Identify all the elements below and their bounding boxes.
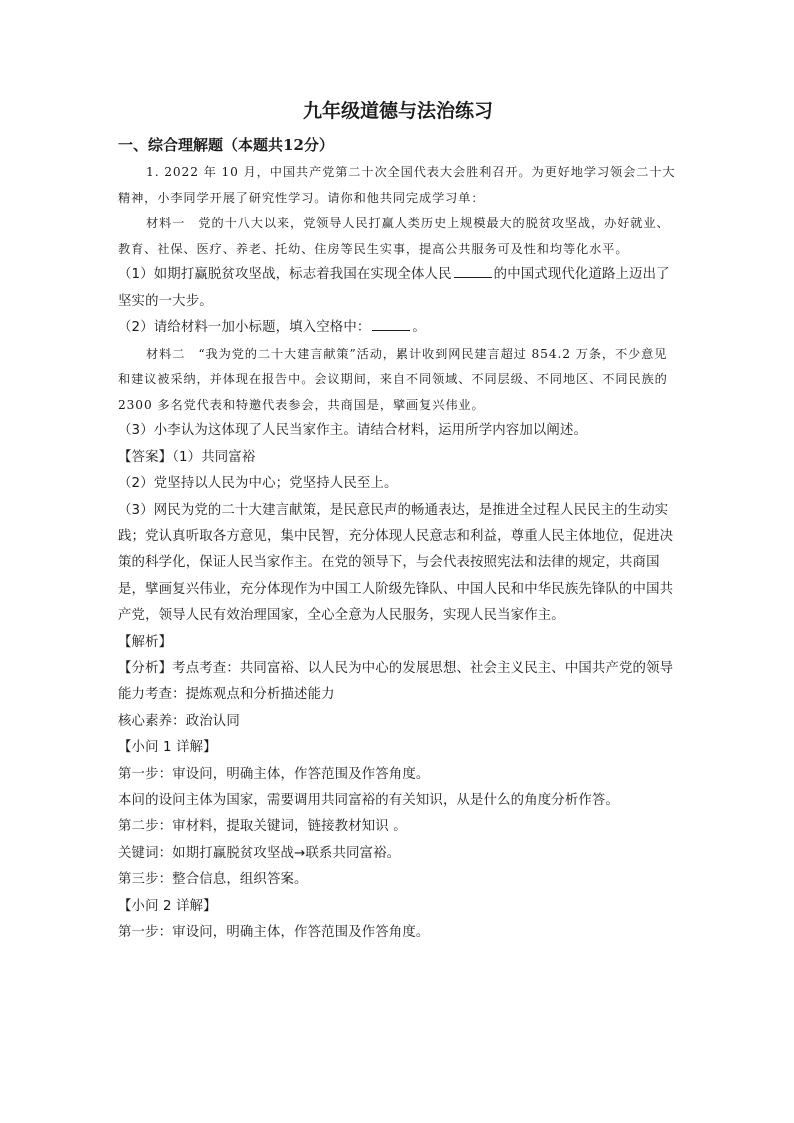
section-heading: 一、综合理解题（本题共12分）	[118, 136, 334, 154]
sub-question-2-text-a: （2）请给材料一加小标题，填入空格中：	[118, 320, 371, 336]
ability-line: 能力考查：提炼观点和分析描述能力	[118, 687, 335, 703]
detail-1-label: 【小问 1 详解】	[118, 740, 217, 756]
sub-question-1-text-b: 的中国式现代化道路上迈出了坚实的一大步。	[118, 267, 670, 309]
literacy-line: 核心素养：政治认同	[118, 713, 240, 729]
document-page	[118, 96, 678, 947]
material-2: 材料二 “我为党的二十大建言献策”活动，累计收到网民建言超过 854.2 万条，不少意见和建议被采纳，并体现在报告中。会议期间，来自不同领域、不同层级、不同地区、不同民族的 2300 多名党代表和特邀代表参会，共商国是，擘画复兴伟业。	[118, 346, 668, 412]
step-1: 第一步：审设问，明确主体，作答范围及作答角度。	[118, 766, 430, 782]
answer-3: （3）网民为党的二十大建言献策，是民意民声的畅通表达，是推进全过程人民民主的生动实践；党认真听取各方意见，集中民智，充分体现人民意志和利益，尊重人民主体地位，促进决策的科学化，保证人民当家作主。在党的领导下，与会代表按照宪法和法律的规定，共商国是，擘画复兴伟业，充分体现作为中国工人阶级先锋队、中国人民和中华民族先锋队的中国共产党，领导人民有效治理国家，全心全意为人民服务，实现人民当家作主。	[118, 502, 674, 624]
sub-question-1-text-a: （1）如期打赢脱贫攻坚战，标志着我国在实现全体人民	[118, 267, 452, 283]
step-3: 第三步：整合信息，组织答案。	[118, 872, 308, 888]
sub-question-3: （3）小李认为这体现了人民当家作主。请结合材料，运用所学内容加以阐述。	[118, 423, 588, 439]
sub-question-1	[118, 262, 678, 315]
answer-blank-1	[454, 263, 492, 278]
analysis-label: 【解析】	[118, 634, 173, 650]
step-2: 第二步：审材料，提取关键词，链接教材知识 。	[118, 819, 407, 835]
answer-1: （1）共同富裕	[172, 449, 256, 465]
step-1-description: 本问的设问主体为国家，需要调用共同富裕的有关知识，从是什么的角度分析作答。	[118, 793, 620, 809]
step-1-second: 第一步：审设问，明确主体，作答范围及作答角度。	[118, 925, 430, 941]
sub-question-2-text-b: 。	[412, 320, 426, 336]
analysis-fenxi: 【分析】考点考查：共同富裕、以人民为中心的发展思想、社会主义民主、中国共产党的领导	[118, 661, 674, 677]
material-1: 材料一 党的十八大以来，党领导人民打赢人类历史上规模最大的脱贫攻坚战，办好就业、教育、社保、医疗、养老、托幼、住房等民生实事，提高公共服务可及性和均等化水平。	[118, 216, 670, 256]
answer-line-1	[118, 445, 678, 471]
document-title: 九年级道德与法治练习	[302, 100, 493, 122]
answer-label: 【答案】	[118, 449, 173, 465]
sub-question-2	[118, 315, 678, 341]
answer-2: （2）党坚持以人民为中心；党坚持人民至上。	[118, 476, 398, 492]
answer-blank-2	[372, 316, 410, 331]
detail-2-label: 【小问 2 详解】	[118, 898, 217, 914]
keywords-line: 关键词：如期打赢脱贫攻坚战→联系共同富裕。	[118, 845, 401, 861]
question-1-stem: 1. 2022 年 10 月，中国共产党第二十次全国代表大会胜利召开。为更好地学习领会二十大精神，小李同学开展了研究性学习。请你和他共同完成学习单：	[118, 165, 676, 205]
